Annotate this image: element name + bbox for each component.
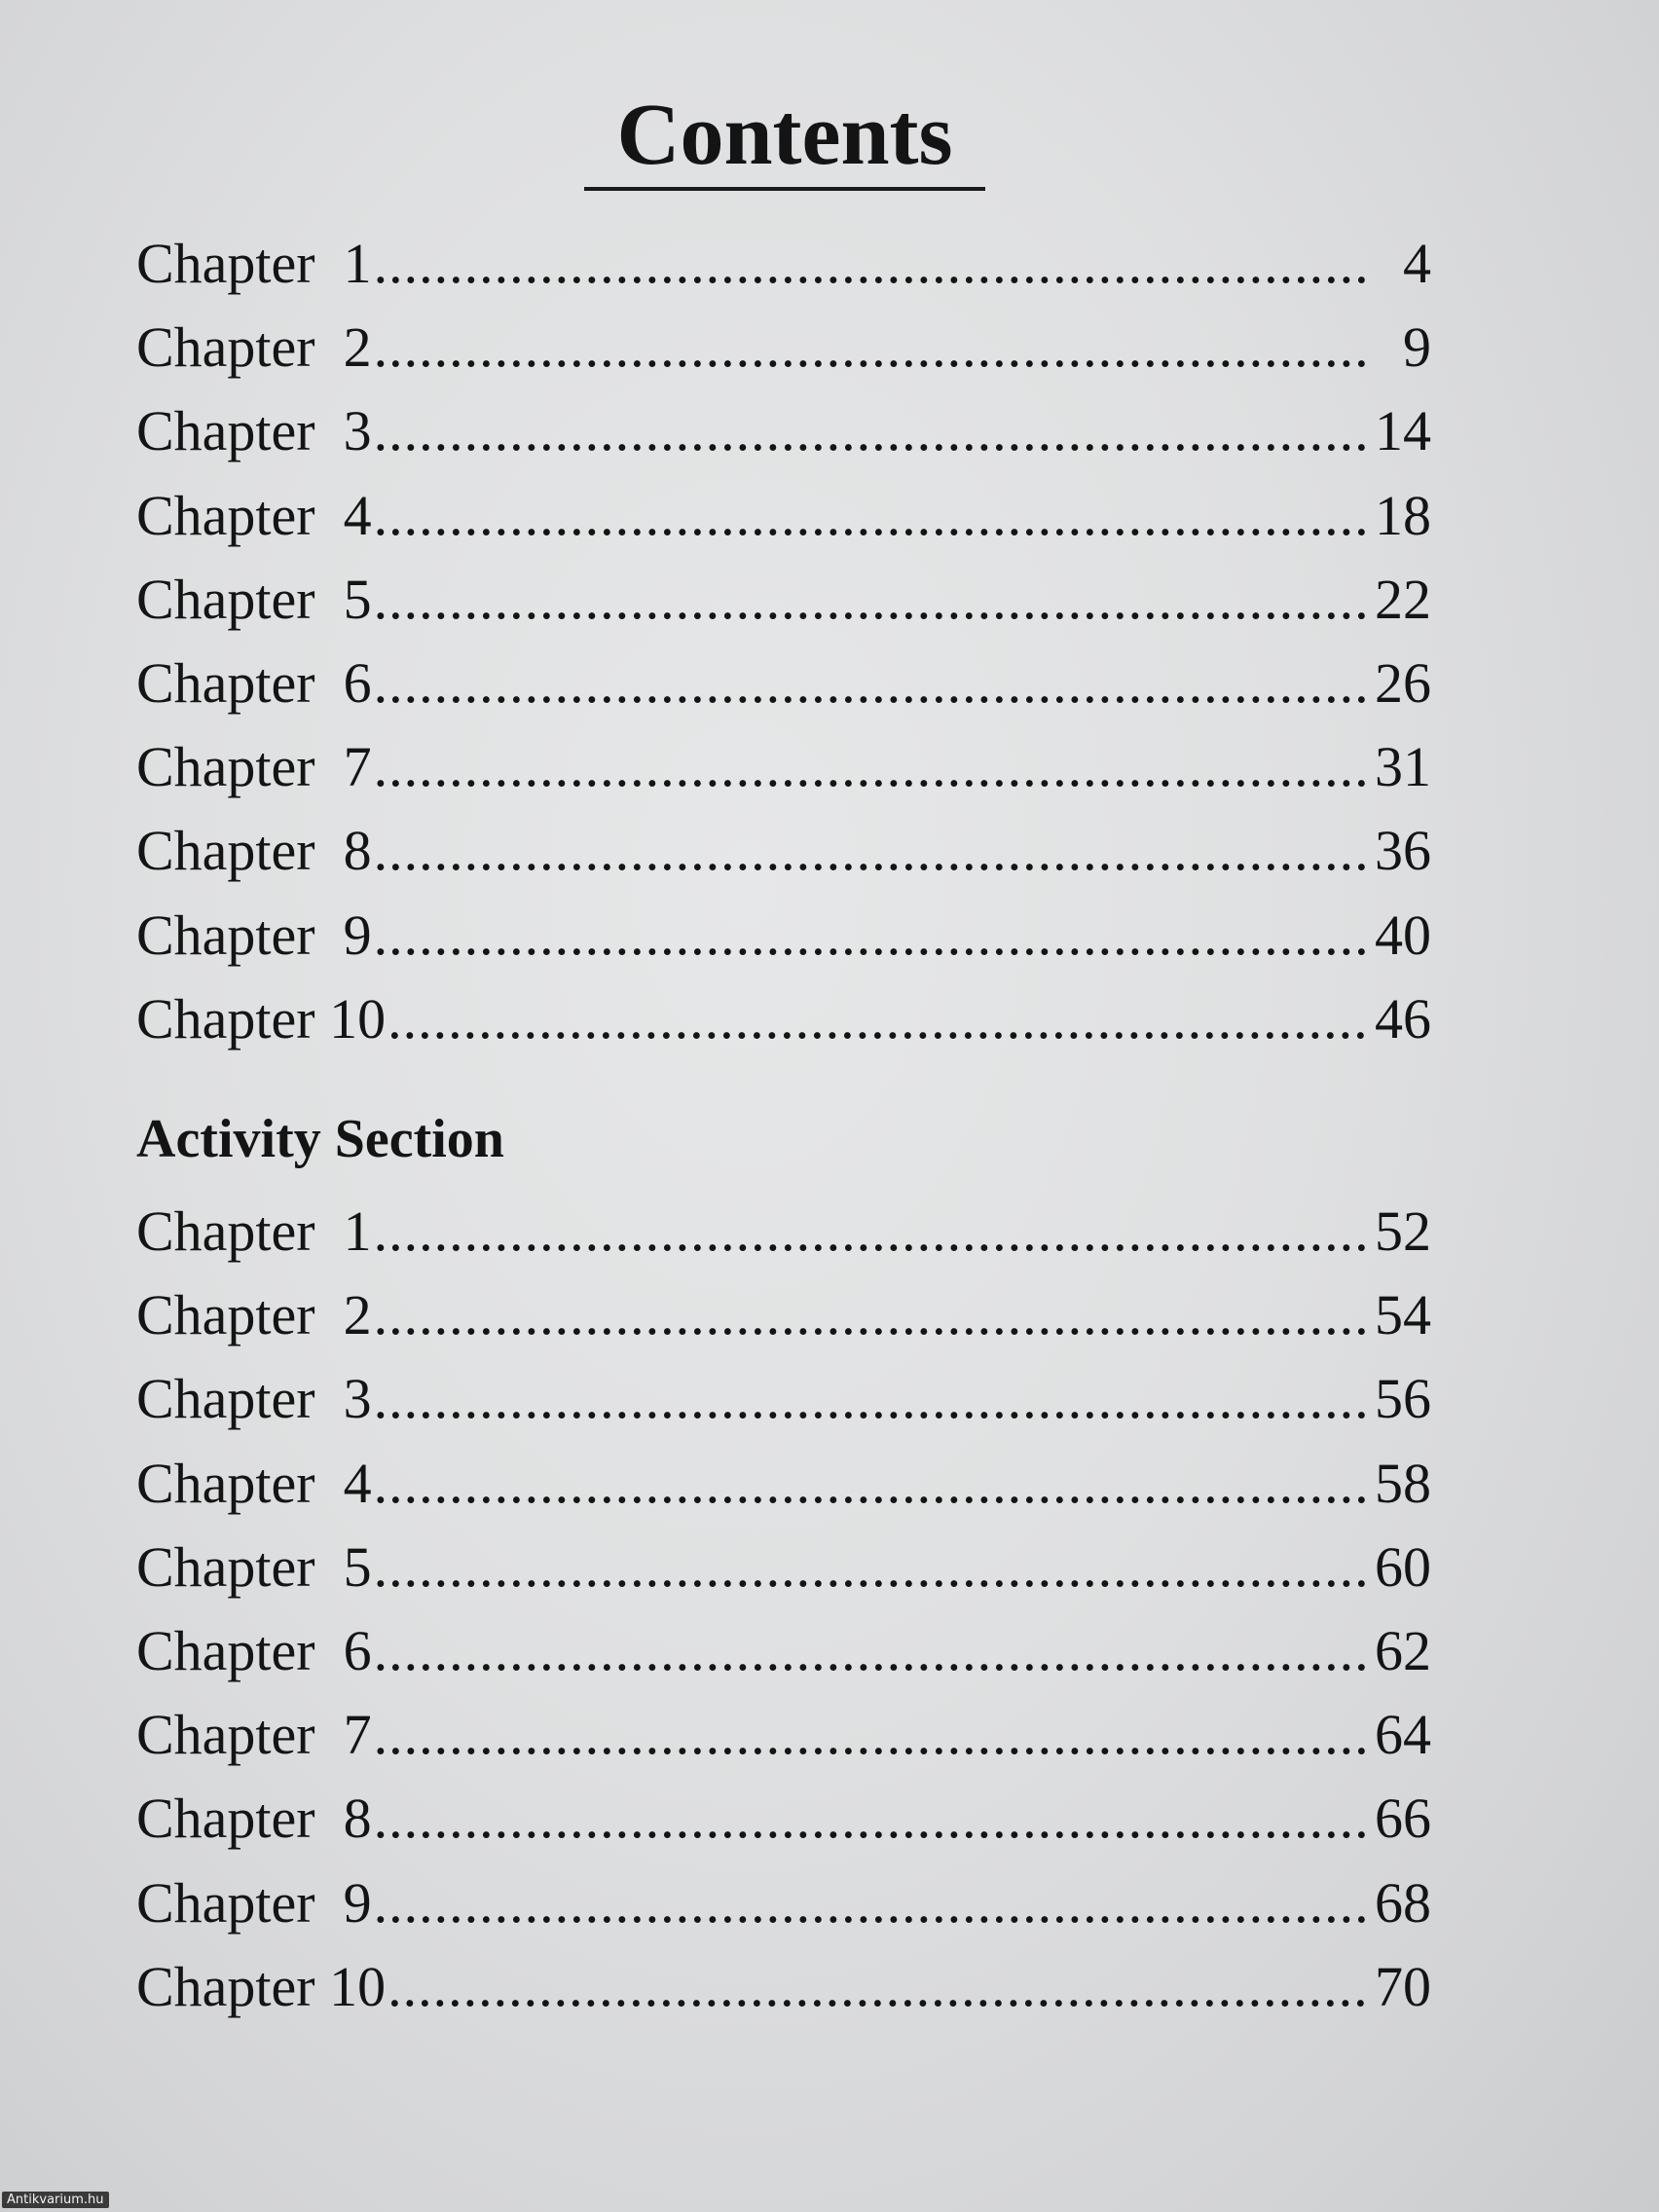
leader-dots [387,1945,1365,2029]
toc-row[interactable] [136,894,1431,977]
toc-page-number: 54 [1375,1283,1431,1347]
watermark-logo: Antikvarium.hu [2,2192,109,2208]
toc-chapter-label: Chapter 5 [136,1534,372,1599]
toc-page-number: 52 [1375,1199,1431,1263]
toc-chapter-label: Chapter 8 [136,819,372,883]
toc-chapter-label: Chapter 5 [136,567,372,631]
leader-dots [387,977,1365,1061]
leader-dots [374,1190,1365,1273]
toc-page-number: 64 [1375,1703,1431,1767]
toc-page-number: 31 [1375,735,1431,799]
toc-page-number: 62 [1375,1618,1431,1682]
toc-row[interactable] [136,1777,1431,1861]
toc-row[interactable] [136,1862,1431,1945]
toc-page-number: 40 [1375,903,1431,967]
toc-row[interactable] [136,222,1431,306]
toc-chapter-label: Chapter 2 [136,315,372,380]
leader-dots [374,894,1365,977]
toc-chapter-label: Chapter 2 [136,1283,372,1347]
toc-page-number: 22 [1375,567,1431,631]
leader-dots [374,558,1365,642]
leader-dots [374,1777,1365,1861]
leader-dots [374,1862,1365,1945]
toc-page-number: 70 [1375,1954,1431,2018]
toc-page-number: 66 [1375,1787,1431,1851]
leader-dots [374,1442,1365,1526]
toc-row[interactable] [136,1357,1431,1441]
toc-chapter-label: Chapter 1 [136,1199,372,1263]
toc-row[interactable] [136,809,1431,893]
toc-chapter-label: Chapter 3 [136,399,372,463]
toc-row[interactable] [136,558,1431,642]
main-toc-list [136,222,1431,1061]
toc-page-number: 58 [1375,1451,1431,1515]
toc-chapter-label: Chapter 6 [136,650,372,715]
toc-page-number: 18 [1375,483,1431,547]
leader-dots [374,306,1365,389]
toc-chapter-label: Chapter 8 [136,1787,372,1851]
toc-row[interactable] [136,474,1431,558]
toc-page-number: 26 [1375,650,1431,715]
activity-toc-list [136,1190,1431,2029]
activity-section-heading: Activity Section [136,1109,504,1169]
toc-page-number: 4 [1403,232,1431,295]
toc-row[interactable] [136,725,1431,809]
toc-page-number: 36 [1375,819,1431,883]
toc-page-number: 56 [1375,1367,1431,1431]
leader-dots [374,1693,1365,1777]
toc-row[interactable] [136,1609,1431,1693]
toc-row[interactable] [136,1442,1431,1526]
toc-page-number: 14 [1375,399,1431,463]
toc-page-number: 46 [1375,986,1431,1051]
toc-chapter-label: Chapter 9 [136,1870,372,1935]
leader-dots [374,725,1365,809]
title-underline [584,187,985,191]
leader-dots [374,1526,1365,1609]
toc-page-number: 60 [1375,1534,1431,1599]
toc-row[interactable] [136,1693,1431,1777]
toc-chapter-label: Chapter 6 [136,1618,372,1682]
toc-chapter-label: Chapter 7 [136,1703,372,1767]
toc-chapter-label: Chapter 1 [136,232,372,295]
toc-chapter-label: Chapter 4 [136,1451,372,1515]
toc-row[interactable] [136,306,1431,389]
leader-dots [374,1609,1365,1693]
toc-chapter-label: Chapter 4 [136,483,372,547]
leader-dots [374,1273,1365,1357]
toc-chapter-label: Chapter 9 [136,903,372,967]
toc-row[interactable] [136,1273,1431,1357]
toc-chapter-label: Chapter 7 [136,735,372,799]
leader-dots [374,809,1365,893]
leader-dots [374,389,1365,473]
page-title: Contents [616,87,953,183]
leader-dots [374,222,1365,306]
toc-chapter-label: Chapter 10 [136,1954,387,2018]
toc-page-number: 9 [1403,315,1431,380]
toc-row[interactable] [136,1190,1431,1273]
toc-chapter-label: Chapter 3 [136,1367,372,1431]
toc-chapter-label: Chapter 10 [136,986,387,1051]
toc-row[interactable] [136,389,1431,473]
leader-dots [374,474,1365,558]
leader-dots [374,642,1365,725]
toc-row[interactable] [136,977,1431,1061]
toc-row[interactable] [136,1526,1431,1609]
leader-dots [374,1357,1365,1441]
toc-row[interactable] [136,642,1431,725]
toc-row[interactable] [136,1945,1431,2029]
toc-page-number: 68 [1375,1870,1431,1935]
